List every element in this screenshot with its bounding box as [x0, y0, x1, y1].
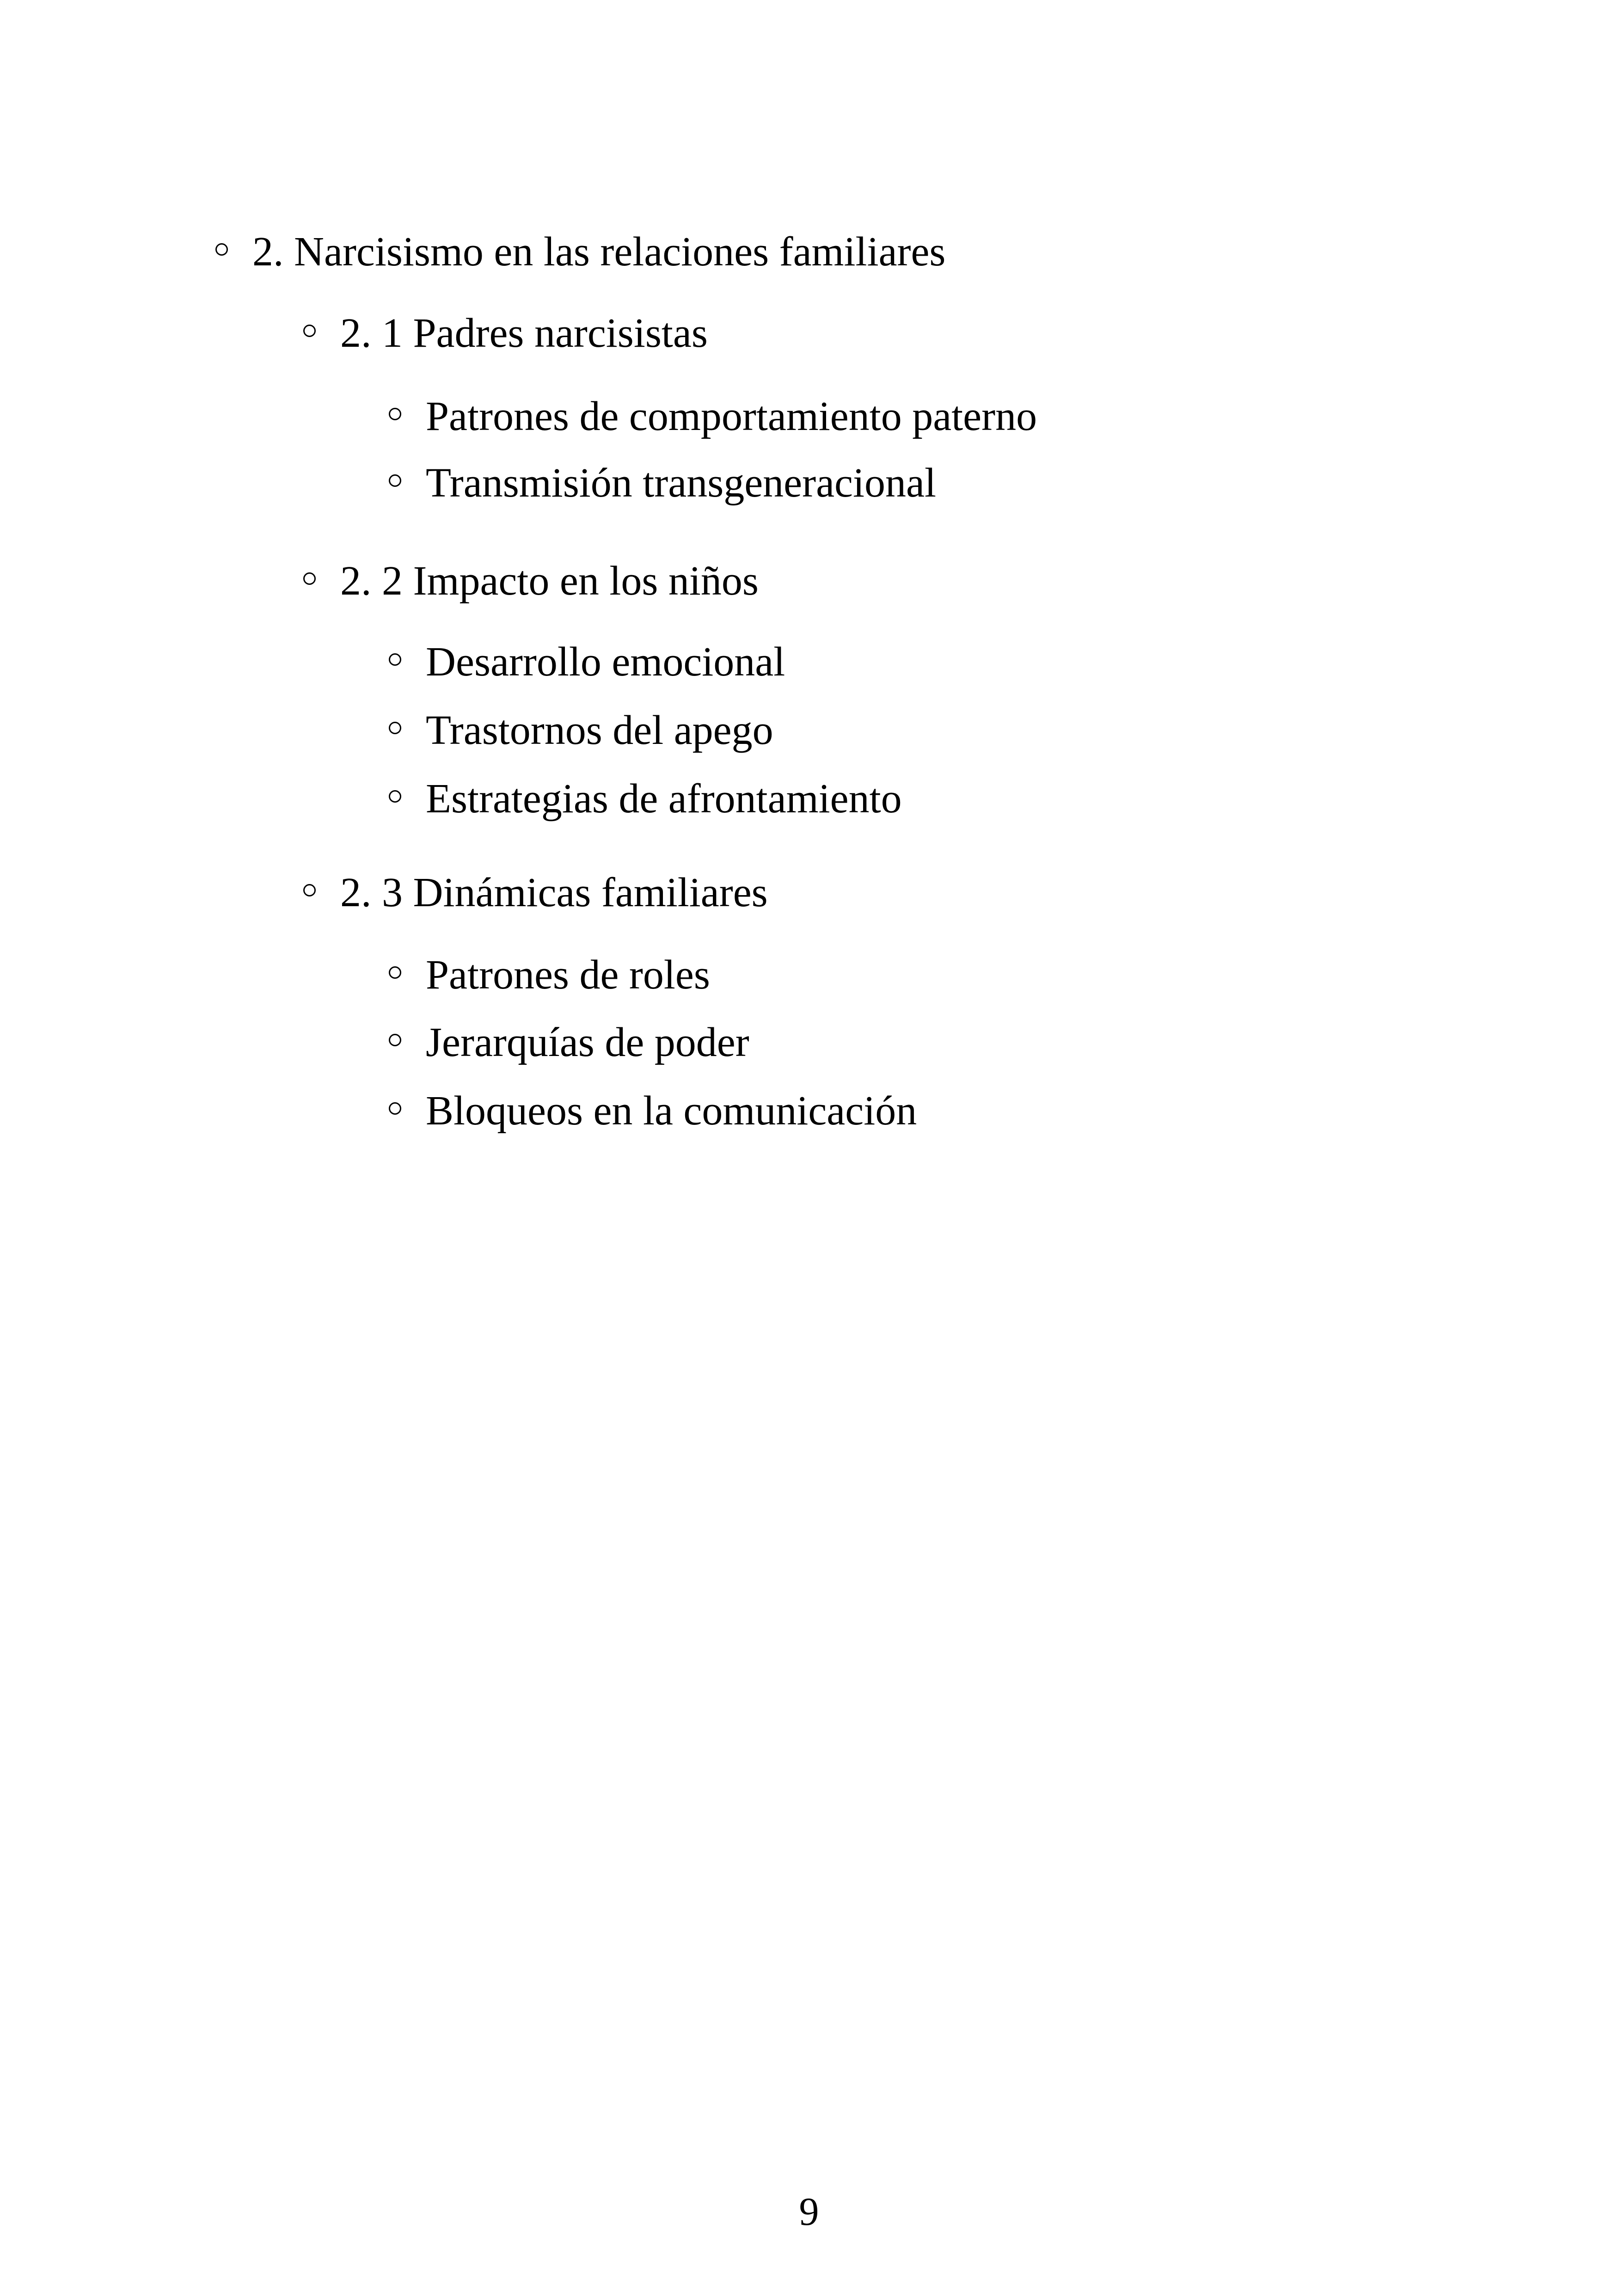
outline-list-item — [386, 1090, 917, 1132]
outline-subsection-item — [300, 310, 708, 356]
outline-section-item — [213, 231, 945, 273]
hollow-circle-bullet-icon — [386, 1033, 409, 1056]
outline-list-item — [386, 641, 785, 683]
hollow-circle-bullet-icon — [386, 652, 409, 675]
list-item-label: Estrategias de afrontamiento — [426, 776, 902, 822]
subsection-title: 2. 1 Padres narcisistas — [340, 310, 708, 356]
list-item-label: Desarrollo emocional — [426, 639, 785, 685]
list-item-label: Transmisión transgeneracional — [426, 460, 936, 506]
outline-list-item — [386, 1019, 749, 1065]
list-item-label: Patrones de comportamiento paterno — [426, 393, 1037, 439]
hollow-circle-bullet-icon — [300, 324, 324, 347]
outline-list-item — [386, 393, 1037, 439]
outline-list-item — [386, 462, 936, 504]
hollow-circle-bullet-icon — [386, 789, 409, 812]
hollow-circle-bullet-icon — [300, 571, 324, 595]
list-item-label: Trastornos del apego — [426, 707, 773, 753]
outline-subsection-item — [300, 872, 768, 914]
hollow-circle-bullet-icon — [386, 721, 409, 744]
subsection-title: 2. 2 Impacto en los niños — [340, 558, 759, 604]
hollow-circle-bullet-icon — [213, 242, 236, 265]
outline-list-item — [386, 707, 773, 753]
hollow-circle-bullet-icon — [386, 407, 409, 430]
outline-subsection-item — [300, 560, 759, 602]
outline-list-item — [386, 954, 710, 996]
subsection-title: 2. 3 Dinámicas familiares — [340, 870, 768, 915]
list-item-label: Jerarquías de poder — [426, 1019, 749, 1065]
hollow-circle-bullet-icon — [386, 965, 409, 988]
section-title: 2. Narcisismo en las relaciones familiares — [252, 229, 946, 275]
list-item-label: Patrones de roles — [426, 952, 710, 998]
page-number: 9 — [799, 2189, 819, 2234]
hollow-circle-bullet-icon — [386, 1101, 409, 1124]
outline-list-item — [386, 778, 902, 820]
list-item-label: Bloqueos en la comunicación — [426, 1088, 917, 1134]
hollow-circle-bullet-icon — [386, 473, 409, 497]
hollow-circle-bullet-icon — [300, 883, 324, 906]
